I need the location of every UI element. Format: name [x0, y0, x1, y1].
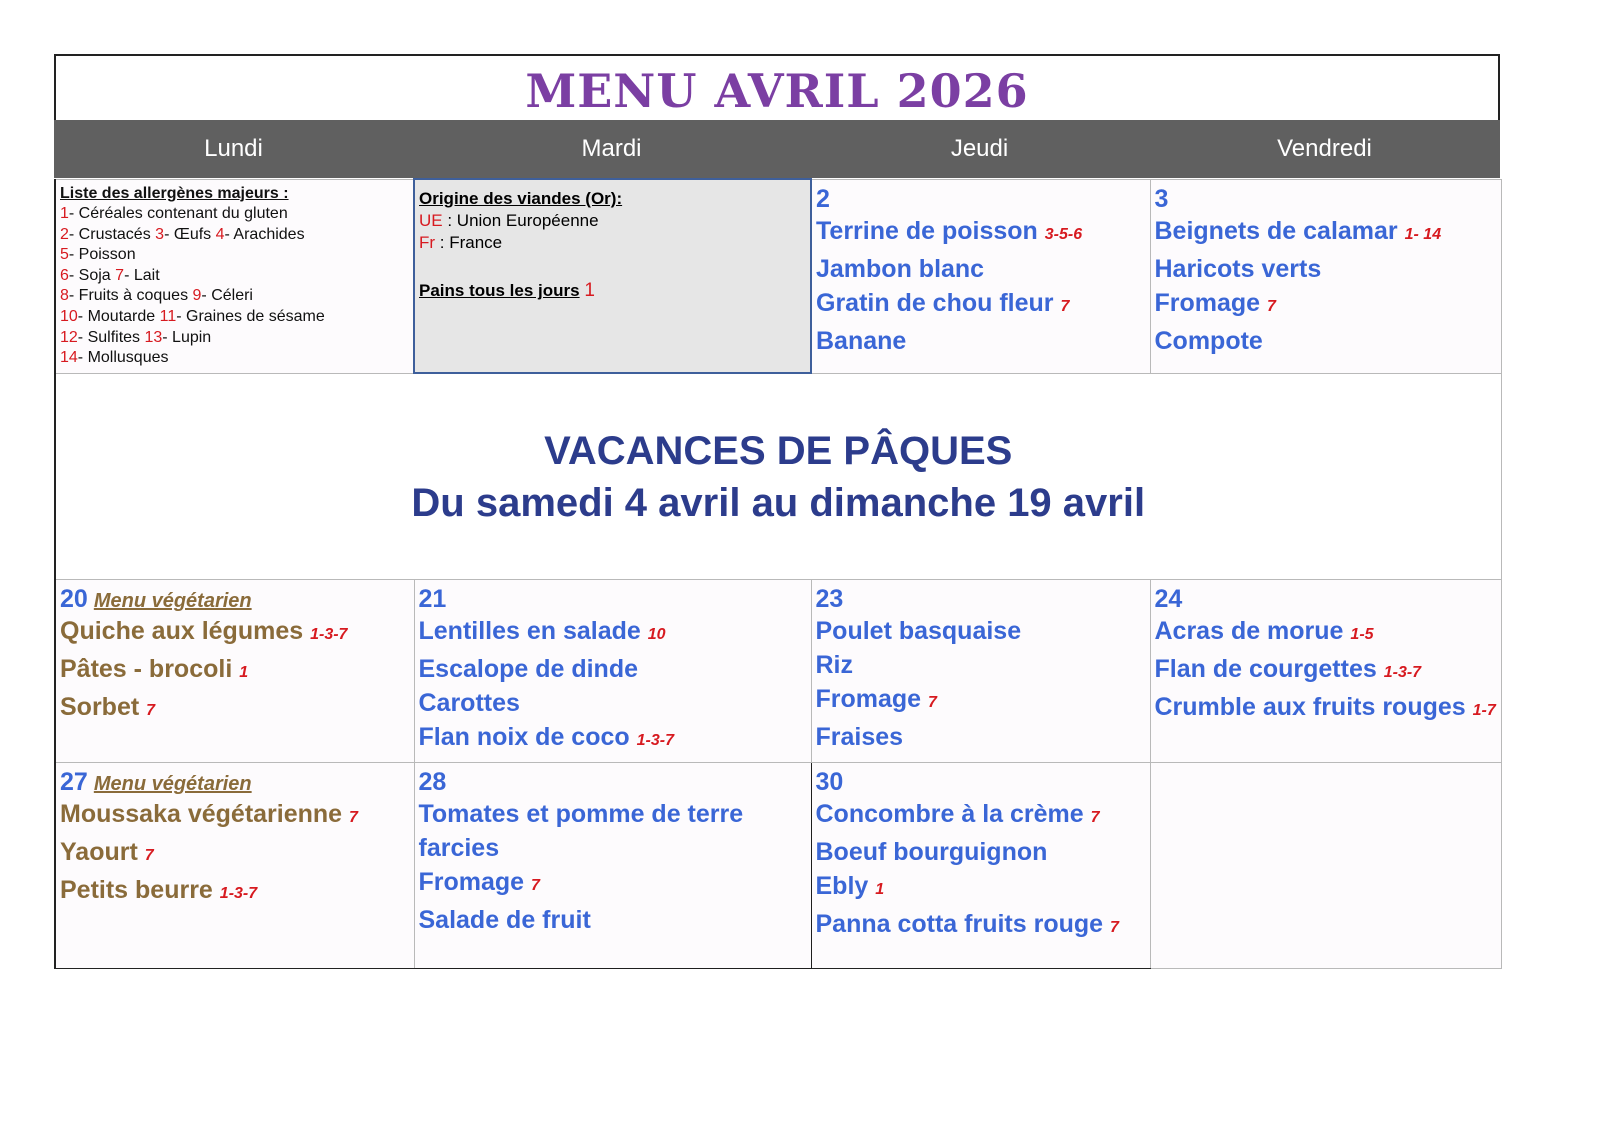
allergen-label: - Céleri [201, 287, 253, 305]
dish-allergens: 3-5-6 [1044, 225, 1083, 243]
dish-allergens: 1- 14 [1404, 225, 1442, 243]
dish-name: Escalope de dinde [418, 654, 639, 683]
day-cell [55, 579, 414, 762]
holiday-title: VACANCES DE PÂQUES [544, 428, 1013, 473]
allergen-label: - Mollusques [77, 349, 169, 367]
day-number: 24 [1154, 584, 1183, 613]
header-thursday: Jeudi [950, 135, 1009, 162]
day-number: 3 [1154, 184, 1169, 213]
dish-name: Moussaka végétarienne [60, 799, 343, 828]
day-cell [1150, 579, 1501, 762]
dish-allergens: 7 [349, 808, 358, 826]
dish-allergens: 1-3-7 [310, 625, 348, 643]
dish-name: Petits beurre [60, 875, 213, 904]
dish-name: Crumble aux fruits rouges [1154, 692, 1466, 721]
dish-name: Haricots verts [1154, 254, 1322, 283]
day-header [816, 767, 1146, 797]
dish-name: Salade de fruit [418, 905, 591, 934]
day-number: 28 [418, 767, 447, 796]
legend-line [60, 225, 409, 246]
dish-allergens: 7 [1267, 297, 1276, 315]
allergen-number: 3 [155, 225, 165, 243]
dish-name: Panna cotta fruits rouge [815, 909, 1104, 938]
dish-allergens: 1-5 [1350, 625, 1374, 643]
dish-item [816, 797, 1146, 835]
bread-label: Pains tous les jours [419, 281, 580, 300]
dish-item [419, 797, 807, 865]
dish-item [816, 614, 1146, 648]
allergen-label: - Céréales contenant du gluten [68, 205, 288, 223]
dish-name: Yaourt [60, 837, 138, 866]
dish-item [816, 214, 1146, 252]
dish-item [419, 720, 807, 758]
menu-sheet [54, 54, 1500, 969]
empty-day-cell [1150, 762, 1501, 968]
origin-fr [419, 232, 806, 254]
day-header [419, 584, 807, 614]
meat-origin-box [414, 179, 811, 373]
dish-name: Pâtes - brocoli [60, 654, 233, 683]
legend-line [60, 204, 409, 225]
dish-item [1155, 214, 1497, 252]
header-friday: Vendredi [1277, 135, 1372, 162]
dish-item [1155, 690, 1497, 728]
holiday-dates: Du samedi 4 avril au dimanche 19 avril [411, 480, 1146, 525]
dish-allergens: 7 [531, 876, 540, 894]
dish-name: Boeuf bourguignon [815, 837, 1048, 866]
allergen-label: - Graines de sésame [176, 308, 325, 326]
allergen-number: 5 [60, 246, 69, 264]
dish-name: Flan de courgettes [1154, 654, 1377, 683]
dish-name: Carottes [418, 688, 520, 717]
day-number: 27 [60, 767, 88, 796]
holiday-row [55, 373, 1501, 579]
allergen-number: 4 [215, 225, 225, 243]
bread-allergen: 1 [584, 280, 595, 301]
day-header [60, 767, 410, 797]
day-header [1155, 184, 1497, 214]
dish-allergens: 1-3-7 [1383, 663, 1422, 681]
day-header [816, 584, 1146, 614]
origin-ue [419, 210, 806, 232]
dish-allergens: 1 [875, 880, 885, 898]
dish-item [60, 873, 410, 911]
dish-item [60, 652, 410, 690]
legend-line [60, 266, 409, 287]
allergen-label: - Poisson [68, 246, 136, 264]
dish-name: Poulet basquaise [815, 616, 1022, 645]
allergen-number: 6 [60, 266, 69, 284]
dish-name: Sorbet [60, 692, 140, 721]
day-cell [811, 762, 1150, 968]
day-number: 30 [815, 767, 844, 796]
dish-name: Compote [1154, 326, 1263, 355]
day-number: 23 [815, 584, 844, 613]
dish-name: Quiche aux légumes [60, 616, 304, 645]
allergen-label: - Soja [68, 266, 116, 284]
dish-item [816, 324, 1146, 358]
allergen-number: 14 [60, 349, 78, 367]
dish-item [816, 286, 1146, 324]
header-tuesday: Mardi [581, 135, 642, 162]
allergen-label: - Lupin [162, 328, 212, 346]
dish-item [816, 835, 1146, 869]
dish-item [816, 648, 1146, 682]
origin-ue-label: : Union Européenne [442, 211, 599, 230]
day-number: 21 [418, 584, 447, 613]
day-header [419, 767, 807, 797]
dish-item [816, 720, 1146, 754]
allergen-number: 1 [60, 205, 69, 223]
dish-allergens: 7 [146, 701, 156, 719]
dish-item [1155, 252, 1497, 286]
dish-item [419, 865, 807, 903]
dish-item [419, 652, 807, 686]
dish-name: Riz [815, 650, 853, 679]
day-header [816, 184, 1146, 214]
allergen-number: 7 [115, 266, 125, 284]
dish-allergens: 10 [647, 625, 666, 643]
day-number: 2 [816, 184, 830, 213]
allergen-number: 8 [60, 287, 69, 305]
dish-item [60, 797, 410, 835]
allergen-label: - Œufs [164, 225, 216, 243]
dish-name: Terrine de poisson [816, 216, 1038, 245]
dish-name: Ebly [815, 871, 869, 900]
origin-title: Origine des viandes (Or): [419, 189, 623, 208]
day-header [1155, 584, 1497, 614]
day-cell [1150, 179, 1501, 373]
week-row-4 [55, 762, 1501, 968]
allergen-number: 13 [144, 328, 163, 346]
origin-fr-code: Fr [419, 233, 436, 252]
dish-item [1155, 286, 1497, 324]
dish-allergens: 7 [1060, 297, 1070, 315]
day-cell [811, 579, 1150, 762]
legend-title: Liste des allergènes majeurs : [60, 184, 289, 202]
holiday-banner [55, 373, 1501, 579]
allergen-legend [55, 179, 414, 373]
dish-item [816, 252, 1146, 286]
dish-item [1155, 614, 1497, 652]
dish-name: Fraises [815, 722, 904, 751]
dish-item [60, 614, 410, 652]
dish-allergens: 1-3-7 [219, 884, 258, 902]
bread-note [419, 280, 806, 302]
allergen-label: - Arachides [224, 225, 305, 243]
dish-name: Beignets de calamar [1154, 216, 1398, 245]
week-row-1 [55, 179, 1501, 373]
dish-allergens: 7 [1090, 808, 1100, 826]
weekday-header [54, 120, 1500, 178]
dish-allergens: 1-7 [1472, 701, 1496, 719]
week-row-3 [55, 579, 1501, 762]
dish-allergens: 7 [1110, 918, 1119, 936]
day-cell [414, 762, 811, 968]
allergen-number: 12 [60, 328, 78, 346]
legend-line [60, 245, 409, 266]
vegetarian-tag: Menu végétarien [93, 772, 252, 795]
dish-allergens: 1-3-7 [636, 731, 674, 749]
allergen-label: - Crustacés [68, 225, 156, 243]
allergen-label: - Fruits à coques [68, 287, 193, 305]
menu-grid [54, 178, 1502, 969]
dish-allergens: 7 [144, 846, 154, 864]
dish-allergens: 7 [928, 693, 937, 711]
dish-name: Acras de morue [1154, 616, 1344, 645]
dish-item [1155, 652, 1497, 690]
day-number: 20 [60, 584, 88, 613]
dish-allergens: 1 [239, 663, 249, 681]
allergen-number: 10 [60, 308, 78, 326]
header-monday: Lundi [204, 135, 263, 162]
legend-line [60, 286, 409, 307]
dish-item [60, 835, 410, 873]
day-header [60, 584, 410, 614]
allergen-label: - Moutarde [77, 308, 160, 326]
allergen-number: 9 [192, 287, 202, 305]
allergen-number: 11 [159, 308, 177, 326]
dish-name: Tomates et pomme de terre farcies [418, 799, 744, 862]
origin-fr-label: : France [435, 233, 503, 252]
dish-name: Concombre à la crème [815, 799, 1084, 828]
dish-item [419, 614, 807, 652]
page-title: MENU AVRIL 2026 [525, 64, 1029, 118]
dish-item [816, 907, 1146, 945]
dish-item [816, 869, 1146, 907]
dish-name: Fromage [418, 867, 525, 896]
day-cell [55, 762, 414, 968]
dish-item [60, 690, 410, 728]
legend-line [60, 348, 409, 369]
dish-name: Fromage [815, 684, 922, 713]
dish-name: Lentilles en salade [418, 616, 641, 645]
dish-name: Fromage [1154, 288, 1261, 317]
allergen-number: 2 [60, 225, 69, 243]
day-cell [811, 179, 1150, 373]
allergen-label: - Lait [124, 266, 160, 284]
dish-name: Banane [816, 326, 907, 355]
dish-item [419, 686, 807, 720]
day-cell [414, 579, 811, 762]
origin-ue-code: UE [419, 211, 443, 230]
dish-name: Flan noix de coco [418, 722, 630, 751]
dish-item [1155, 324, 1497, 358]
legend-line [60, 307, 409, 328]
dish-item [419, 903, 807, 937]
dish-item [816, 682, 1146, 720]
vegetarian-tag: Menu végétarien [93, 589, 252, 612]
allergen-label: - Sulfites [77, 328, 145, 346]
legend-line [60, 328, 409, 349]
legend-lines [60, 204, 409, 369]
dish-name: Jambon blanc [816, 254, 985, 283]
title-row [54, 54, 1500, 120]
dish-name: Gratin de chou fleur [816, 288, 1054, 317]
